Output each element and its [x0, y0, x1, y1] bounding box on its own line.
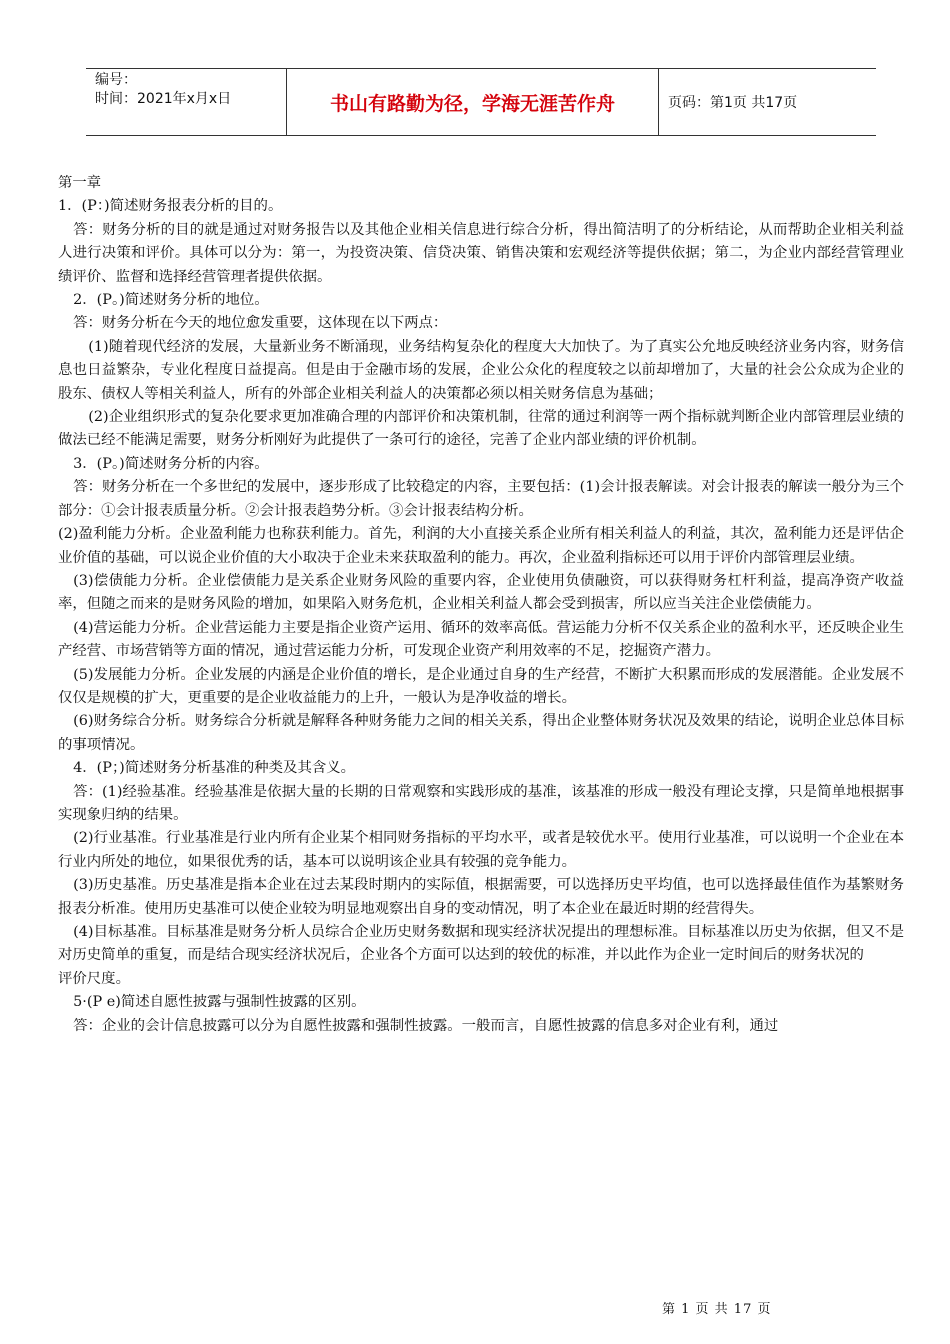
answer-4-point-4: (4)目标基准。目标基准是财务分析人员综合企业历史财务数据和现实经济状况提出的理想标准。目标基准以历史为依据，但又不是对历史简单的重复，而是结合现实经济状况后，企业各个方面可以达到的较优的标准，并以此作为企业一定时间后的财务状况的	[58, 924, 904, 964]
answer-2-point-2: (2)企业组织形式的复杂化要求更加准确合理的内部评价和决策机制，往常的通过利润等一两个指标就判断企业内部管理层业绩的做法已经不能满足需要，财务分析刚好为此提供了一条可行的途径，完善了企业内部业绩的评价机制。	[58, 409, 904, 449]
answer-3-point-6: (6)财务综合分析。财务综合分析就是解释各种财务能力之间的相关关系，得出企业整体财务状况及效果的结论，说明企业总体目标的事项情况。	[58, 713, 904, 753]
header-motto: 书山有路勤为径，学海无涯苦作舟	[287, 69, 659, 135]
question-2: 2．(P。)简述财务分析的地位。	[73, 292, 269, 309]
answer-4-point-1: 答：(1)经验基准。经验基准是依据大量的长期的日常观察和实践形成的基准，该基准的形成一般没有理论支撑，只是简单地根据事实现象归纳的结果。	[58, 783, 904, 823]
document-body	[58, 172, 904, 1038]
header-table	[86, 68, 876, 136]
answer-2-point-1: (1)随着现代经济的发展，大量新业务不断涌现，业务结构复杂化的程度大大加快了。为了真实公允地反映经济业务内容，财务信息也日益繁杂，专业化程度日益提高。但是由于金融市场的发展，企业公众化的程度较之以前却增加了，大量的社会公众成为企业的股东、债权人等相关利益人，所有的外部企业相关利益人的决策都必须以相关财务信息为基础；	[58, 338, 904, 402]
answer-3-point-4: (4)营运能力分析。企业营运能力主要是指企业资产运用、循环的效率高低。营运能力分析不仅关系企业的盈利水平，还反映企业生产经营、市场营销等方面的情况，通过营运能力分析，可发现企业资产利用效率的不足，挖掘资产潜力。	[58, 619, 904, 660]
question-4: 4．(P；)简述财务分析基准的种类及其含义。	[73, 760, 356, 777]
question-5: 5·(P e)简述自愿性披露与强制性披露的区别。	[73, 994, 366, 1011]
answer-4-point-3: (3)历史基准。历史基准是指本企业在过去某段时期内的实际值，根据需要，可以选择历史平均值，也可以选择最佳值作为基繁财务报表分析准。使用历史基准可以使企业较为明显地观察出自身的变动情况，明了本企业在最近时期的经营得失。	[58, 877, 904, 917]
header-meta	[86, 69, 287, 135]
page-footer: 第 1 页 共 17 页	[662, 1302, 772, 1317]
document-number-label: 编号：	[95, 72, 137, 88]
answer-1: 答：财务分析的目的就是通过对财务报告以及其他企业相关信息进行综合分析，得出简洁明了的分析结论，从而帮助企业相关利益人进行决策和评价。具体可以分为：第一，为投资决策、信贷决策、销售决策和宏观经济等提供依据；第二，为企业内部经营管理业绩评价、监督和选择经营管理者提供依据。	[58, 221, 904, 285]
answer-4-point-2: (2)行业基准。行业基准是行业内所有企业某个相同财务指标的平均水平，或者是较优水平。使用行业基准，可以说明一个企业在本行业内所处的地位，如果很优秀的话，基本可以说明该企业具有较强的竞争能力。	[58, 830, 904, 870]
answer-5: 答：企业的会计信息披露可以分为自愿性披露和强制性披露。一般而言，自愿性披露的信息多对企业有利，通过	[73, 1017, 779, 1034]
answer-2-intro: 答：财务分析在今天的地位愈发重要，这体现在以下两点：	[73, 315, 448, 332]
answer-3-point-3: (3)偿债能力分析。企业偿债能力是关系企业财务风险的重要内容，企业使用负债融资，可以获得财务杠杆利益，提高净资产收益率，但随之而来的是财务风险的增加，如果陷入财务危机，企业相关利益人都会受到损害，所以应当关注企业偿债能力。	[58, 572, 904, 613]
answer-3-point-2: (2)盈利能力分析。企业盈利能力也称获利能力。首先，利润的大小直接关系企业所有相关利益人的利益，其次，盈利能力还是评估企业价值的基础，可以说企业价值的大小取决于企业未来获取盈利的能力。再次，企业盈利指标还可以用于评价内部管理层业绩。	[58, 526, 904, 566]
chapter-heading: 第一章	[58, 175, 102, 191]
answer-3-point-5: (5)发展能力分析。企业发展的内涵是企业价值的增长，是企业通过自身的生产经营，不断扩大积累而形成的发展潜能。企业发展不仅仅是规模的扩大，更重要的是企业收益能力的上升，一般认为是净收益的增长。	[58, 666, 904, 706]
question-1: 1．(P：)简述财务报表分析的目的。	[58, 198, 283, 215]
header-page-code: 页码：第1页 共17页	[668, 95, 798, 111]
document-time-label: 时间：2021年x月x日	[95, 91, 232, 107]
question-3: 3．(P。)简述财务分析的内容。	[73, 455, 269, 472]
answer-4-point-4-end: 评价尺度。	[58, 970, 130, 987]
answer-3-intro: 答：财务分析在一个多世纪的发展中，逐步形成了比较稳定的内容，主要包括：(1)会计报表解读。对会计报表的解读一般分为三个部分：①会计报表质量分析。②会计报表趋势分析。③会计报表结构分析。	[58, 479, 904, 519]
